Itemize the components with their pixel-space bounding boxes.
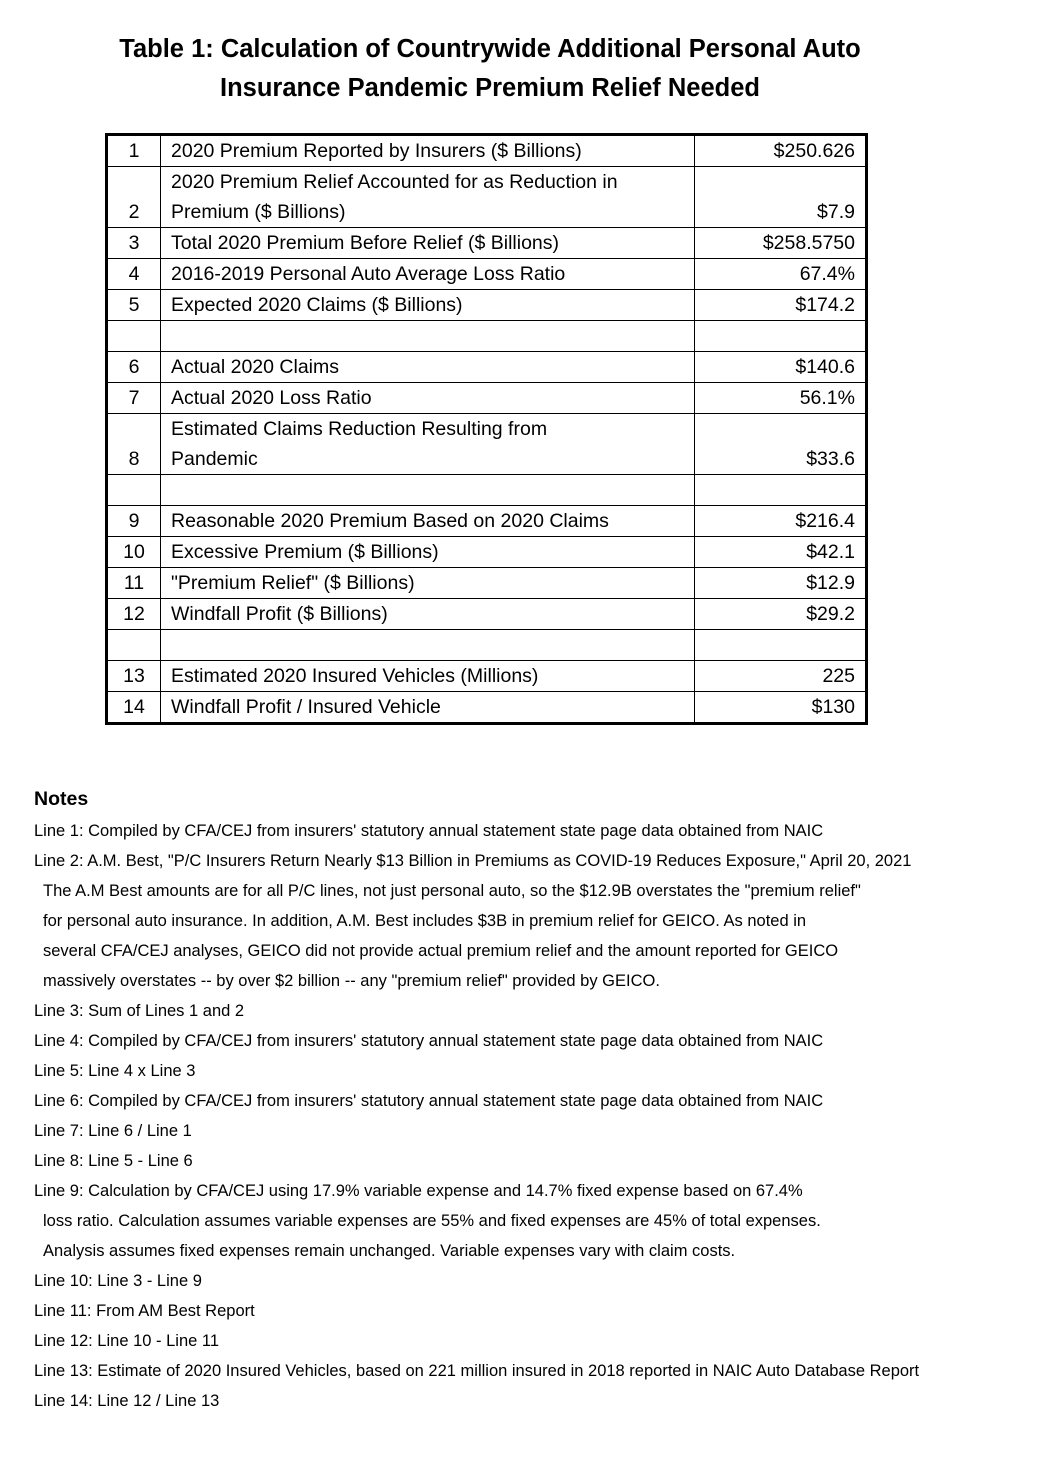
notes-section	[34, 784, 1044, 1416]
line-number-cell: 4	[107, 259, 161, 290]
description-cell	[161, 167, 695, 228]
value-cell: $258.5750	[695, 228, 867, 259]
note-line: The A.M Best amounts are for all P/C lines, not just personal auto, so the $12.9B overstates the "premium relief"	[43, 882, 861, 900]
description-text: Actual 2020 Claims	[171, 356, 339, 378]
note-line: Line 10: Line 3 - Line 9	[34, 1272, 202, 1290]
description-cell	[161, 692, 695, 724]
description-text: Estimated Claims Reduction Resulting from	[171, 418, 548, 440]
description-text: Actual 2020 Loss Ratio	[171, 387, 372, 409]
line-number-cell: 8	[107, 414, 161, 475]
value-cell: 56.1%	[695, 383, 867, 414]
description-text: Total 2020 Premium Before Relief ($ Billions)	[171, 232, 560, 254]
line-number-cell: 1	[107, 135, 161, 167]
description-text: 2020 Premium Relief Accounted for as Reduction in	[171, 171, 618, 193]
line-number-cell: 13	[107, 661, 161, 692]
line-number-cell: 11	[107, 568, 161, 599]
line-number-cell: 14	[107, 692, 161, 724]
description-cell	[161, 661, 695, 692]
description-text: Windfall Profit ($ Billions)	[171, 603, 388, 625]
description-text: Expected 2020 Claims ($ Billions)	[171, 294, 463, 316]
table-row	[107, 414, 867, 475]
note-line: Line 14: Line 12 / Line 13	[34, 1392, 220, 1410]
line-number-cell: 5	[107, 290, 161, 321]
description-text: Premium ($ Billions)	[171, 201, 346, 223]
description-cell	[161, 568, 695, 599]
value-cell: $140.6	[695, 352, 867, 383]
table-row	[107, 537, 867, 568]
note-line: loss ratio. Calculation assumes variable expenses are 55% and fixed expenses are 45% of total expenses.	[43, 1212, 821, 1230]
value-cell	[695, 630, 867, 661]
description-text: 2020 Premium Reported by Insurers ($ Billions)	[171, 140, 582, 162]
line-number-cell: 7	[107, 383, 161, 414]
value-cell: $7.9	[695, 167, 867, 228]
notes-heading: Notes	[34, 788, 89, 810]
description-cell	[161, 135, 695, 167]
premium-relief-table	[105, 133, 868, 725]
value-cell: $216.4	[695, 506, 867, 537]
description-cell	[161, 352, 695, 383]
description-text: Reasonable 2020 Premium Based on 2020 Claims	[171, 510, 609, 532]
note-line: Line 6: Compiled by CFA/CEJ from insurers' statutory annual statement state page data obtained from NAIC	[34, 1092, 824, 1110]
line-number-cell	[107, 630, 161, 661]
table-row	[107, 568, 867, 599]
note-line: massively overstates -- by over $2 billion -- any "premium relief" provided by GEICO.	[43, 972, 660, 990]
note-line: Line 11: From AM Best Report	[34, 1302, 255, 1320]
table-title-line-1: Table 1: Calculation of Countrywide Additional Personal Auto	[119, 35, 861, 63]
note-line: Line 1: Compiled by CFA/CEJ from insurers' statutory annual statement state page data obtained from NAIC	[34, 822, 824, 840]
value-cell	[695, 321, 867, 352]
note-line: Line 12: Line 10 - Line 11	[34, 1332, 220, 1350]
note-line: Line 8: Line 5 - Line 6	[34, 1152, 193, 1170]
note-line: Line 4: Compiled by CFA/CEJ from insurers' statutory annual statement state page data obtained from NAIC	[34, 1032, 824, 1050]
value-cell: $250.626	[695, 135, 867, 167]
description-text: Estimated 2020 Insured Vehicles (Millions)	[171, 665, 539, 687]
value-cell: $29.2	[695, 599, 867, 630]
note-line: Line 7: Line 6 / Line 1	[34, 1122, 192, 1140]
line-number-cell	[107, 475, 161, 506]
table-body	[107, 135, 867, 724]
line-number-cell: 3	[107, 228, 161, 259]
description-cell	[161, 506, 695, 537]
description-cell	[161, 290, 695, 321]
note-line: for personal auto insurance. In addition, A.M. Best includes $3B in premium relief for GEICO. As noted in	[43, 912, 807, 930]
table-row	[107, 599, 867, 630]
table-row-blank	[107, 475, 867, 506]
notes-list	[34, 816, 1044, 1416]
value-cell: 225	[695, 661, 867, 692]
description-text: Windfall Profit / Insured Vehicle	[171, 696, 441, 718]
table-row-blank	[107, 321, 867, 352]
line-number-cell: 10	[107, 537, 161, 568]
description-cell	[161, 321, 695, 352]
value-cell: $42.1	[695, 537, 867, 568]
value-cell: $12.9	[695, 568, 867, 599]
description-cell	[161, 475, 695, 506]
note-line: Line 3: Sum of Lines 1 and 2	[34, 1002, 245, 1020]
line-number-cell: 2	[107, 167, 161, 228]
value-cell: 67.4%	[695, 259, 867, 290]
note-line: Line 13: Estimate of 2020 Insured Vehicles, based on 221 million insured in 2018 reported in NAIC Auto Database Report	[34, 1362, 920, 1380]
table-row	[107, 290, 867, 321]
table-row	[107, 692, 867, 724]
value-cell	[695, 475, 867, 506]
description-cell	[161, 259, 695, 290]
table-title-line-2: Insurance Pandemic Premium Relief Needed	[220, 74, 760, 102]
table-row	[107, 506, 867, 537]
table-row	[107, 167, 867, 228]
description-cell	[161, 537, 695, 568]
note-line: Line 5: Line 4 x Line 3	[34, 1062, 196, 1080]
value-cell: $174.2	[695, 290, 867, 321]
table-row	[107, 228, 867, 259]
line-number-cell: 6	[107, 352, 161, 383]
description-text: Pandemic	[171, 448, 258, 470]
table-row	[107, 383, 867, 414]
table-title	[30, 30, 950, 108]
table-row-blank	[107, 630, 867, 661]
value-cell: $33.6	[695, 414, 867, 475]
note-line: Line 9: Calculation by CFA/CEJ using 17.9% variable expense and 14.7% fixed expense based on 67.4%	[34, 1182, 803, 1200]
line-number-cell: 9	[107, 506, 161, 537]
value-cell: $130	[695, 692, 867, 724]
description-cell	[161, 383, 695, 414]
description-cell	[161, 599, 695, 630]
table-row	[107, 352, 867, 383]
description-cell	[161, 630, 695, 661]
line-number-cell	[107, 321, 161, 352]
description-text: "Premium Relief" ($ Billions)	[171, 572, 415, 594]
table-row	[107, 135, 867, 167]
description-text: Excessive Premium ($ Billions)	[171, 541, 439, 563]
description-cell	[161, 228, 695, 259]
note-line: Analysis assumes fixed expenses remain unchanged. Variable expenses vary with claim costs.	[43, 1242, 736, 1260]
description-text: 2016-2019 Personal Auto Average Loss Ratio	[171, 263, 566, 285]
note-line: Line 2: A.M. Best, "P/C Insurers Return Nearly $13 Billion in Premiums as COVID-19 Reduces Exposure," April 20, 2021	[34, 852, 912, 870]
line-number-cell: 12	[107, 599, 161, 630]
description-cell	[161, 414, 695, 475]
table-row	[107, 259, 867, 290]
note-line: several CFA/CEJ analyses, GEICO did not provide actual premium relief and the amount reported for GEICO	[43, 942, 839, 960]
table-row	[107, 661, 867, 692]
